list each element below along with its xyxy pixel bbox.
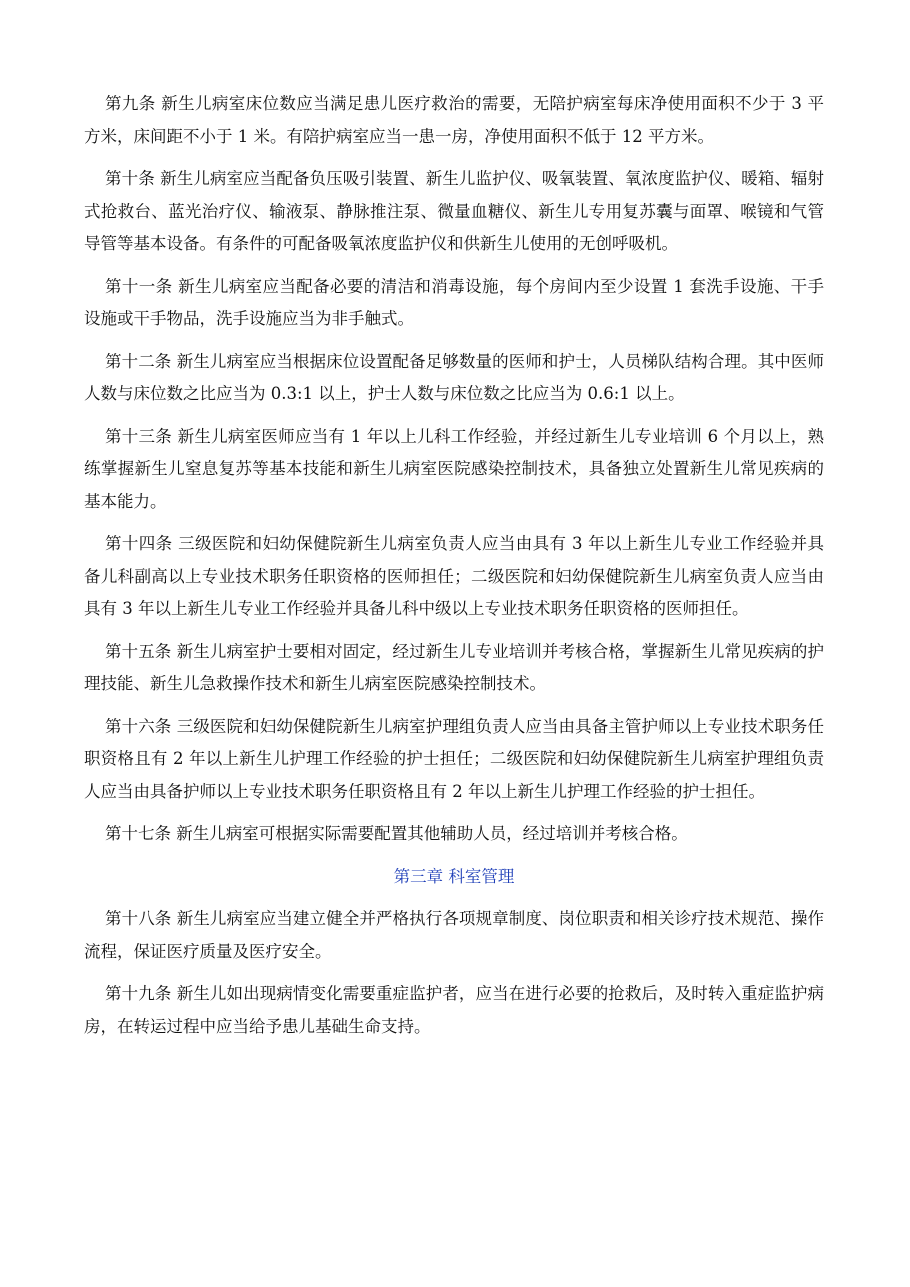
document-page [84,88,824,1053]
article-13: 第十三条 新生儿病室医师应当有 1 年以上儿科工作经验，并经过新生儿专业培训 6 个月以上，熟练掌握新生儿窒息复苏等基本技能和新生儿病室医院感染控制技术，具备独立处置新生儿常见疾病的基本能力。 [84,426,824,511]
article-9: 第九条 新生儿病室床位数应当满足患儿医疗救治的需要，无陪护病室每床净使用面积不少于 3 平方米，床间距不小于 1 米。有陪护病室应当一患一房，净使用面积不低于 12 平方米。 [84,94,824,146]
article-14: 第十四条 三级医院和妇幼保健院新生儿病室负责人应当由具有 3 年以上新生儿专业工作经验并具备儿科副高以上专业技术职务任职资格的医师担任；二级医院和妇幼保健院新生儿病室负责人应当由具有 3 年以上新生儿专业工作经验并具备儿科中级以上专业技术职务任职资格的医师担任。 [84,534,824,618]
article-16: 第十六条 三级医院和妇幼保健院新生儿病室护理组负责人应当由具备主管护师以上专业技术职务任职资格且有 2 年以上新生儿护理工作经验的护士担任；二级医院和妇幼保健院新生儿病室护理组负责人应当由具备护师以上专业技术职务任职资格且有 2 年以上新生儿护理工作经验的护士担任。 [84,716,824,801]
article-11: 第十一条 新生儿病室应当配备必要的清洁和消毒设施，每个房间内至少设置 1 套洗手设施、干手设施或干手物品，洗手设施应当为非手触式。 [84,276,824,328]
article-19: 第十九条 新生儿如出现病情变化需要重症监护者，应当在进行必要的抢救后，及时转入重症监护病房，在转运过程中应当给予患儿基础生命支持。 [84,984,824,1036]
article-18: 第十八条 新生儿病室应当建立健全并严格执行各项规章制度、岗位职责和相关诊疗技术规范、操作流程，保证医疗质量及医疗安全。 [84,909,824,961]
article-10: 第十条 新生儿病室应当配备负压吸引装置、新生儿监护仪、吸氧装置、氧浓度监护仪、暖箱、辐射式抢救台、蓝光治疗仪、输液泵、静脉推注泵、微量血糖仪、新生儿专用复苏囊与面罩、喉镜和气管导管等基本设备。有条件的可配备吸氧浓度监护仪和供新生儿使用的无创呼吸机。 [84,169,824,253]
article-15: 第十五条 新生儿病室护士要相对固定，经过新生儿专业培训并考核合格，掌握新生儿常见疾病的护理技能、新生儿急救操作技术和新生儿病室医院感染控制技术。 [84,641,824,693]
chapter-heading: 第三章 科室管理 [393,866,515,886]
article-17: 第十七条 新生儿病室可根据实际需要配置其他辅助人员，经过培训并考核合格。 [105,824,688,843]
article-12: 第十二条 新生儿病室应当根据床位设置配备足够数量的医师和护士，人员梯队结构合理。其中医师人数与床位数之比应当为 0.3:1 以上，护士人数与床位数之比应当为 0.6:1 以上。 [84,351,824,403]
